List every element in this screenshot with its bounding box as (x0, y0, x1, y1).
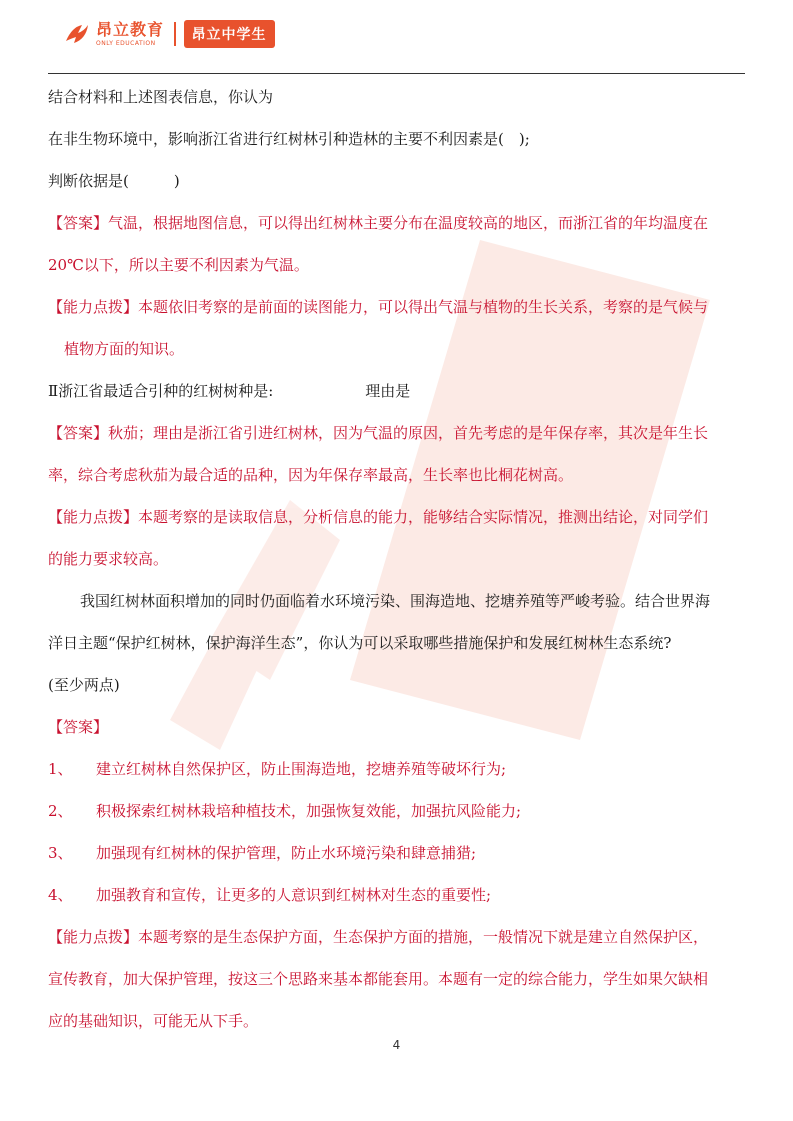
answer-label: 【答案】 (48, 424, 109, 442)
tip-text: 的能力要求较高。 (48, 550, 169, 568)
tip-label: 【能力点拨】 (48, 298, 139, 316)
question-line: 在非生物环境中，影响浙江省进行红树林引种造林的主要不利因素是( ); (48, 130, 530, 148)
answer-text: 气温，根据地图信息，可以得出红树林主要分布在温度较高的地区，而浙江省的年均温度在 (108, 214, 709, 232)
answer-text: 秋茄；理由是浙江省引进红树林，因为气温的原因，首先考虑的是年保存率，其次是年生长 (108, 424, 709, 442)
answer-label: 【答案】 (48, 214, 109, 232)
brand (96, 19, 165, 47)
question-line (48, 380, 748, 402)
page-number: 4 (392, 1038, 401, 1052)
answer-text: 率，综合考虑秋茄为最合适的品种，因为年保存率最高，生长率也比桐花树高。 (48, 466, 574, 484)
tip-label: 【能力点拨】 (48, 928, 139, 946)
tip-block (48, 926, 748, 948)
question-line: 判断依据是( ) (48, 172, 180, 190)
list-text: 建立红树林自然保护区，防止围海造地，挖塘养殖等破坏行为; (96, 760, 507, 778)
list-text: 加强现有红树林的保护管理，防止水环境污染和肆意捕猎; (96, 844, 477, 862)
tip-label: 【能力点拨】 (48, 508, 139, 526)
brand-name: 昂立教育 (96, 19, 165, 39)
list-text: 积极探索红树林栽培种植技术，加强恢复效能，加强抗风险能力; (96, 802, 522, 820)
question-part: Ⅱ浙江省最适合引种的红树树种是: (48, 382, 274, 400)
answer-block (48, 422, 748, 444)
document-body (48, 86, 748, 1052)
logo-icon (62, 19, 92, 49)
question-line: 洋日主题“保护红树林，保护海洋生态”，你认为可以采取哪些措施保护和发展红树林生态系统? (48, 634, 672, 652)
list-item (48, 842, 748, 864)
tip-text: 本题考察的是生态保护方面，生态保护方面的措施，一般情况下就是建立自然保护区， (138, 928, 709, 946)
list-number: 1、 (48, 760, 73, 778)
question-line: (至少两点) (48, 676, 120, 694)
list-item (48, 800, 748, 822)
tip-block (48, 506, 748, 528)
brand-tag: 昂立中学生 (184, 20, 275, 48)
list-number: 4、 (48, 886, 73, 904)
list-number: 2、 (48, 802, 73, 820)
text-line: 结合材料和上述图表信息，你认为 (48, 88, 274, 106)
tip-text: 本题考察的是读取信息，分析信息的能力，能够结合实际情况，推测出结论，对同学们 (138, 508, 709, 526)
tip-text: 本题依旧考察的是前面的读图能力，可以得出气温与植物的生长关系，考察的是气候与 (138, 298, 709, 316)
header-divider (174, 22, 176, 46)
brand-english: ONLY EDUCATION (96, 39, 156, 47)
answer-block (48, 212, 748, 234)
answer-text: 20℃以下，所以主要不利因素为气温。 (48, 256, 309, 274)
answer-label: 【答案】 (48, 718, 109, 736)
list-item (48, 758, 748, 780)
header (62, 16, 275, 52)
list-number: 3、 (48, 844, 73, 862)
header-rule (48, 73, 745, 74)
list-text: 加强教育和宣传，让更多的人意识到红树林对生态的重要性; (96, 886, 492, 904)
tip-block (48, 296, 748, 318)
tip-text: 植物方面的知识。 (64, 340, 185, 358)
tip-text: 应的基础知识，可能无从下手。 (48, 1012, 259, 1030)
question-part: 理由是 (365, 382, 411, 400)
tip-text: 宣传教育，加大保护管理，按这三个思路来基本都能套用。本题有一定的综合能力，学生如果欠缺相 (48, 970, 709, 988)
list-item (48, 884, 748, 906)
question-line: 我国红树林面积增加的同时仍面临着水环境污染、围海造地、挖塘养殖等严峻考验。结合世界海 (80, 592, 711, 610)
